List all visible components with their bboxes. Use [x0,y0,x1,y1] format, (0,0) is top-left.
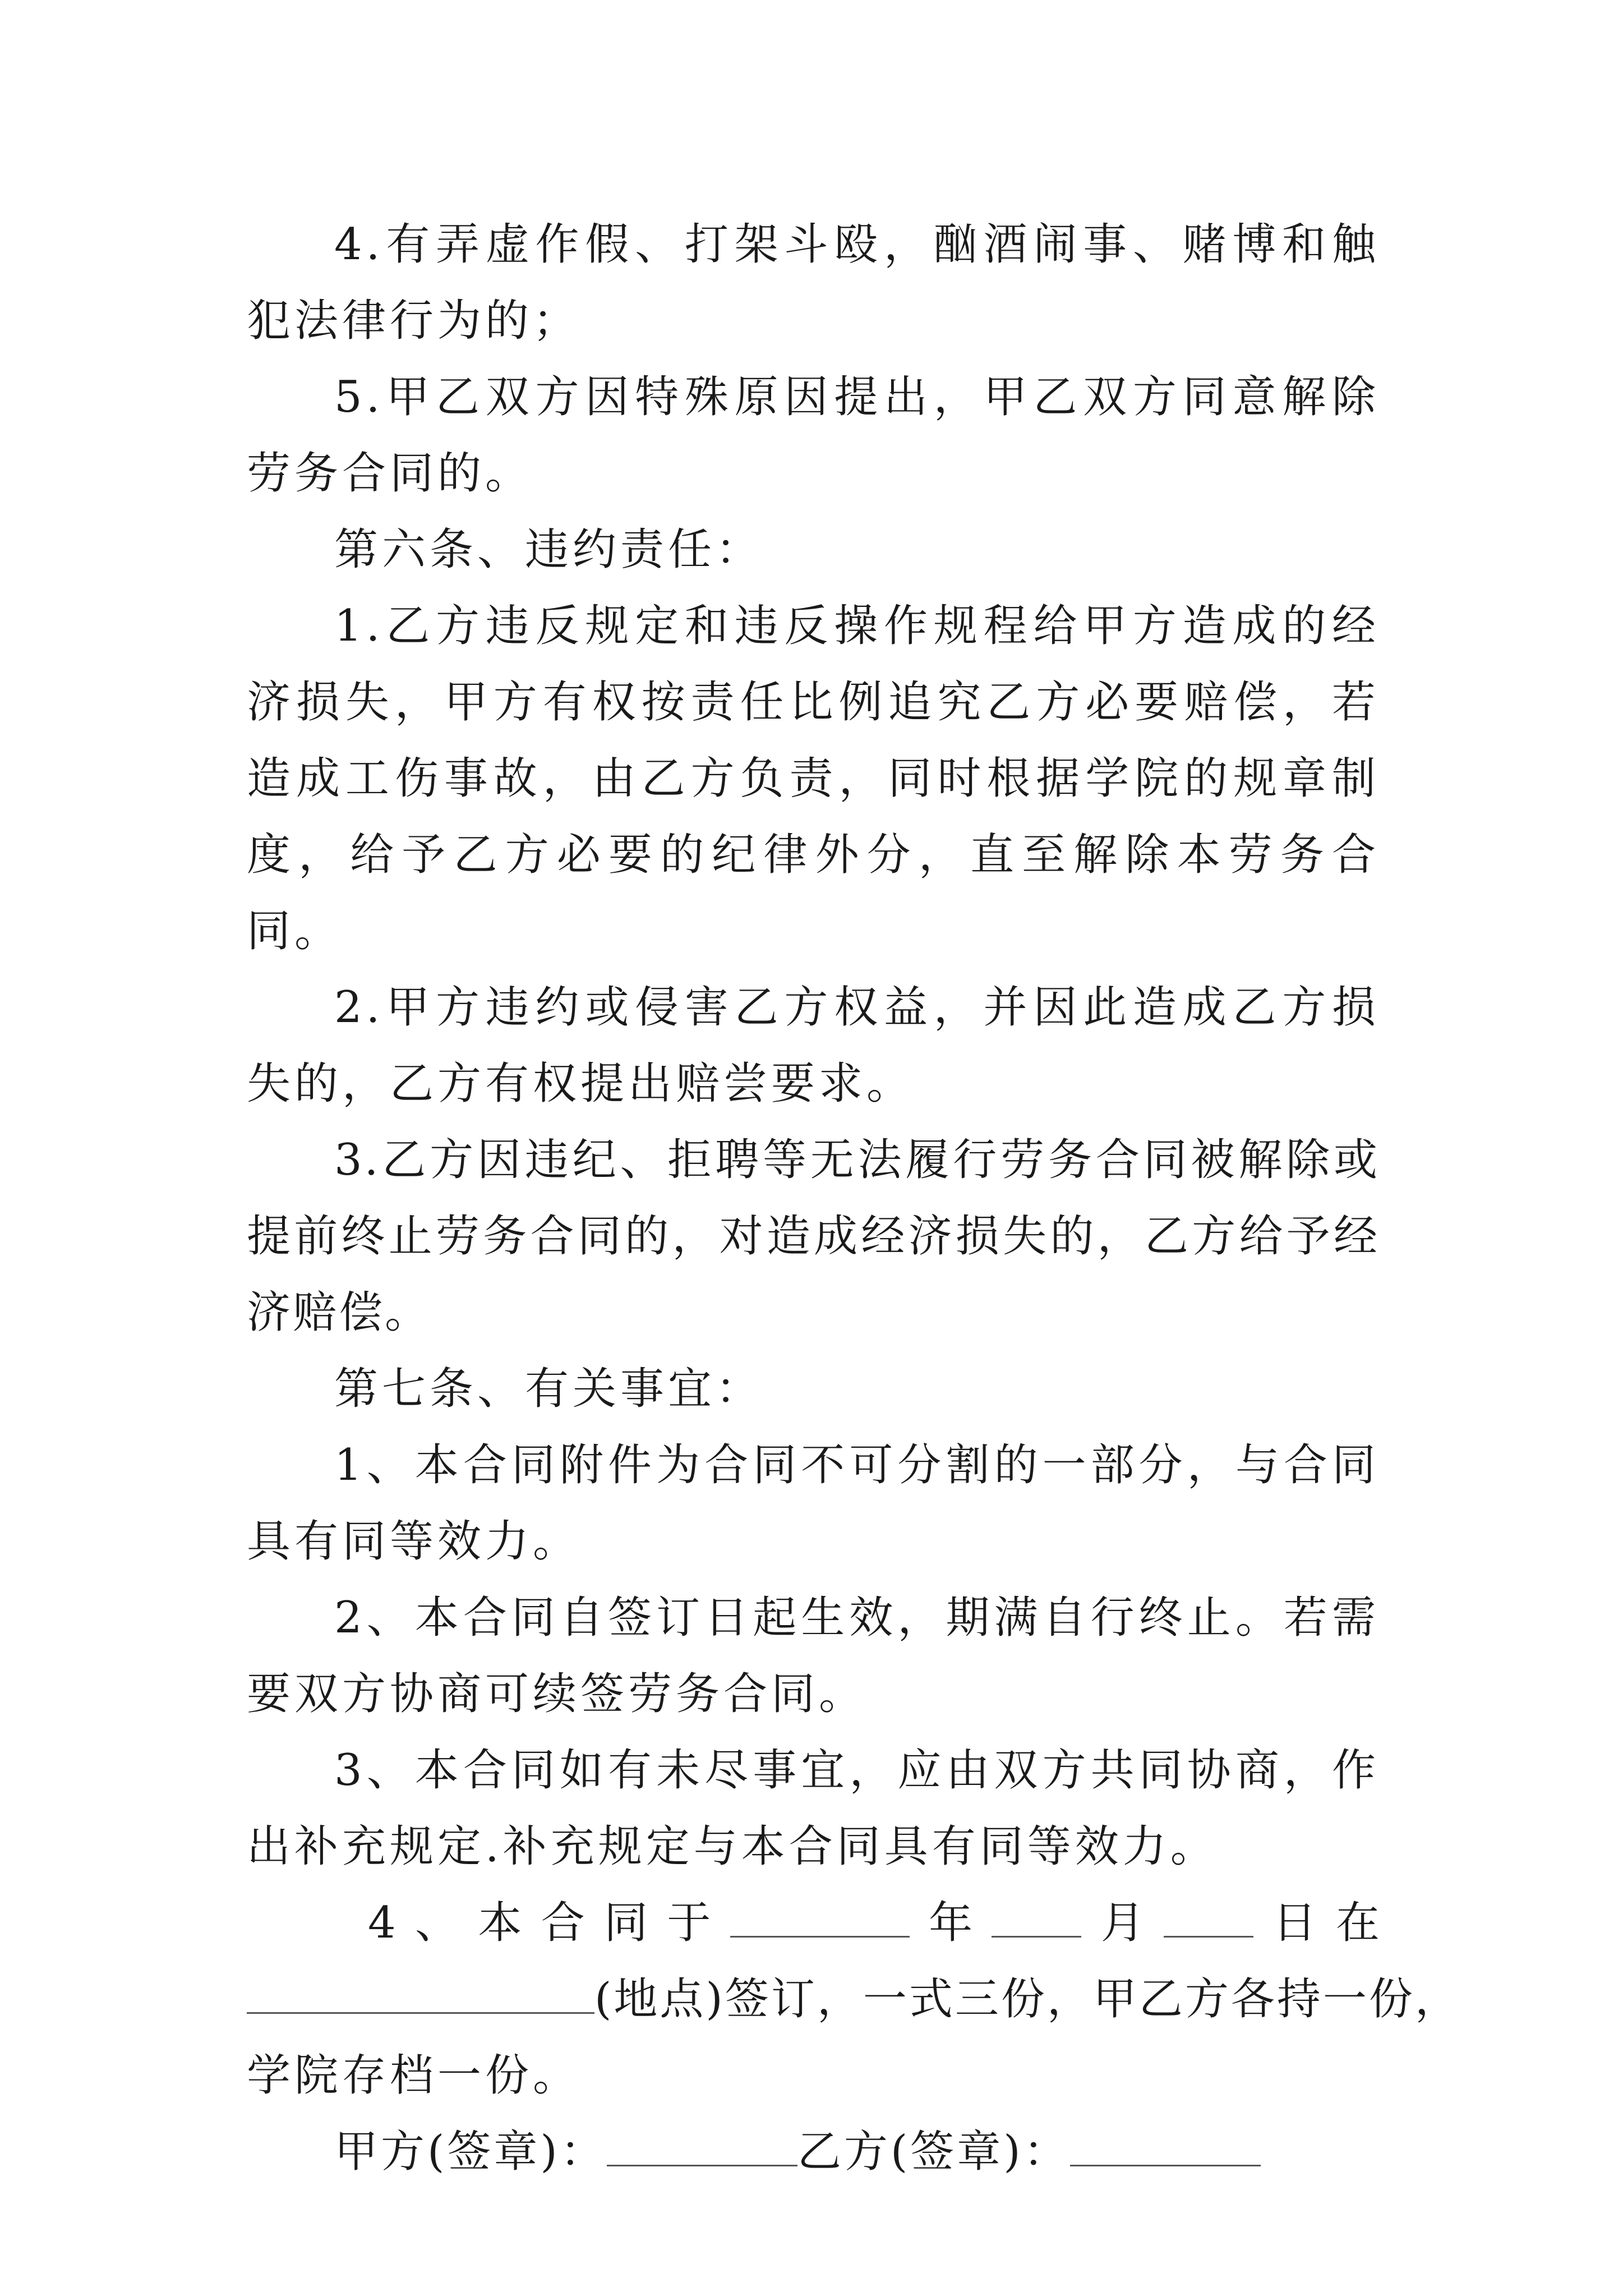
article-7-item-2: 2、本合同自签订日起生效，期满自行终止。若需要双方协商可续签劳务合同。 [247,1593,1380,1719]
year-label: 年 [929,1898,973,1948]
date-prefix-char: 同 [604,1898,648,1948]
date-prefix-char: 、 [414,1898,459,1948]
month-label: 月 [1100,1898,1145,1948]
party-b-label: 乙方(签章)： [797,2127,1070,2177]
article-7-item-1: 1、本合同附件为合同不可分割的一部分，与合同具有同等效力。 [247,1440,1380,1567]
article-6-item-2: 2.甲方违约或侵害乙方权益，并因此造成乙方损失的，乙方有权提出赔尝要求。 [247,982,1380,1109]
contract-body [247,206,1461,2190]
year-blank[interactable] [730,1900,910,1938]
party-b-signature-blank[interactable] [1070,2129,1261,2166]
at-label: 在 [1335,1898,1380,1948]
article-7-heading: 第七条、有关事宜： [334,1364,764,1414]
party-a-label: 甲方(签章)： [334,2127,607,2177]
clause-item-4: 4.有弄虚作假、打架斗殴，酗酒闹事、赌博和触犯法律行为的； [247,219,1380,346]
date-prefix-char: 于 [667,1898,711,1948]
clause-item-5: 5.甲乙双方因特殊原因提出，甲乙双方同意解除劳务合同的。 [247,372,1380,499]
party-a-signature-blank[interactable] [607,2129,797,2166]
day-label: 日 [1272,1898,1317,1948]
signing-place-line [247,1961,1461,2037]
archive-line: 学院存档一份。 [247,2050,581,2101]
day-blank[interactable] [1164,1900,1253,1938]
article-6-item-1: 1.乙方违反规定和违反操作规程给甲方造成的经济损失，甲方有权按责任比例追究乙方必要赔偿，若造成工伤事故，由乙方负责，同时根据学院的规章制度，给予乙方必要的纪律外分，直至解除本劳务合同。 [247,601,1380,956]
date-prefix-char: 本 [478,1898,522,1948]
place-rest-text: (地点)签订，一式三份，甲乙方各持一份， [594,1974,1461,2024]
date-prefix-char: 4 [368,1898,396,1948]
article-7-item-3: 3、本合同如有未尽事宜，应由双方共同协商，作出补充规定.补充规定与本合同具有同等效力。 [247,1745,1380,1872]
place-blank[interactable] [247,1976,594,2014]
month-blank[interactable] [992,1900,1081,1938]
article-6-heading: 第六条、违约责任： [334,524,764,575]
article-6-item-3: 3.乙方因违纪、拒聘等无法履行劳务合同被解除或提前终止劳务合同的，对造成经济损失的，乙方给予经济赔偿。 [247,1135,1380,1338]
date-prefix-char: 合 [541,1898,585,1948]
signing-date-line [247,1885,1380,1961]
signature-line [247,2114,1380,2190]
